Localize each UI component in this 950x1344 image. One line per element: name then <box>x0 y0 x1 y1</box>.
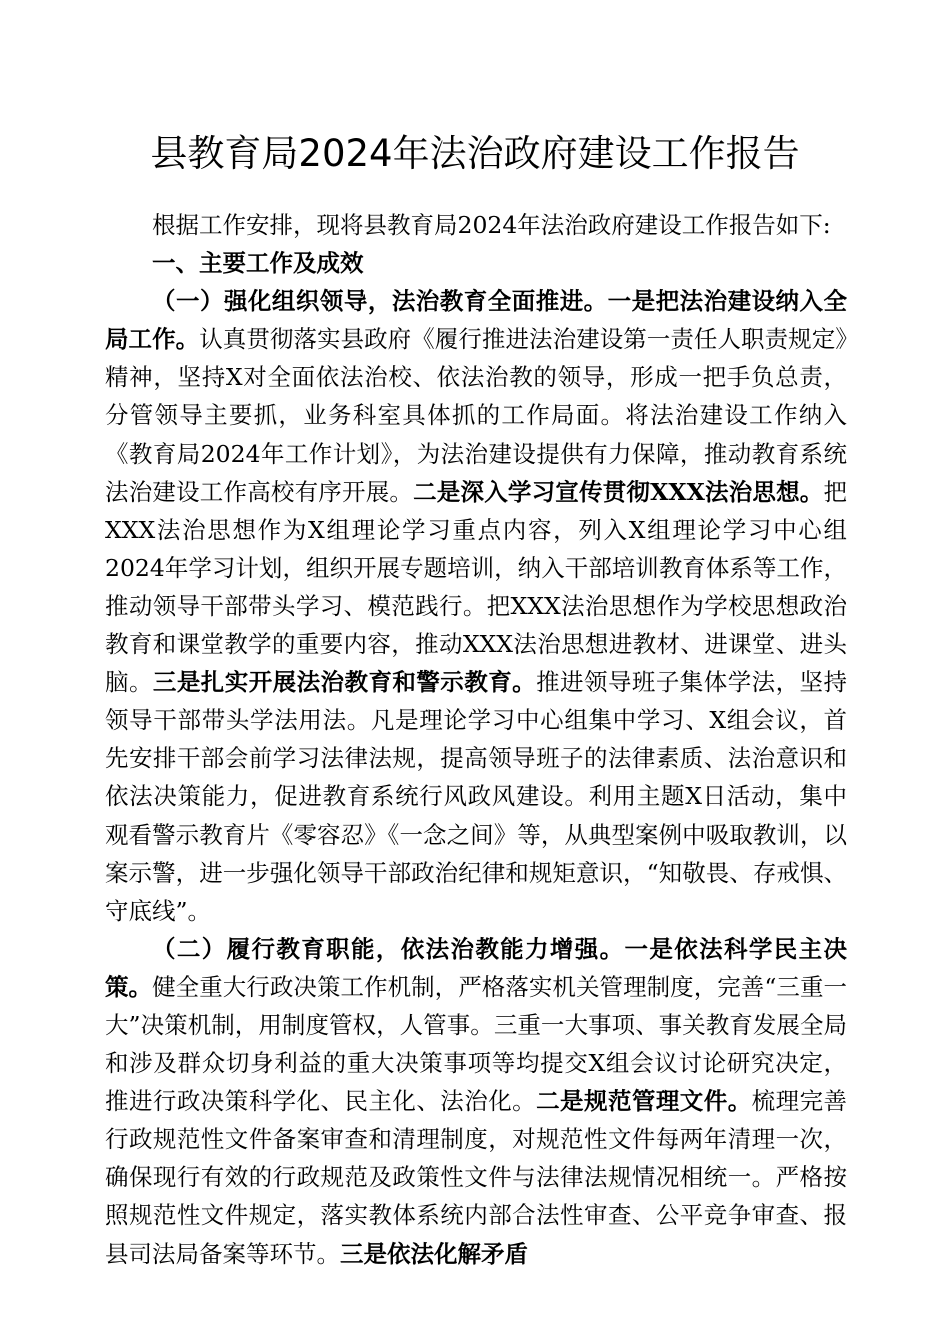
item-text: 推进领导班子集体学法，坚持领导干部带头学法用法。凡是理论学习中心组集中学习、X组会议，首先安排干部会前学习法律法规，提高领导班子的法律素质、法治意识和依法决策能力，促进教育系统行风政风建设。利用主题X日活动，集中观看警示教育片《零容忍》《一念之间》等，从典型案例中吸取教训，以案示警，进一步强化领导干部政治纪律和规矩意识，“知敬畏、存戒惧、守底线”。 <box>105 668 848 925</box>
section-heading: 一、主要工作及成效 <box>152 249 364 278</box>
item-text: 梳理完善行政规范性文件备案审查和清理制度，对规范性文件每两年清理一次，确保现行有效的行政规范及政策性文件与法律法规情况相统一。严格按照规范性文件规定，落实教体系统内部合法性审查、公平竞争审查、报县司法局备案等环节。 <box>105 1087 848 1268</box>
intro-paragraph: 根据工作安排，现将县教育局2024年法治政府建设工作报告如下: <box>152 211 831 239</box>
item-title: 一是依法科学民主决策。 <box>105 934 848 1001</box>
paragraph-education-duties <box>105 930 847 1273</box>
document-body <box>105 206 847 1273</box>
item-title: 一是把法治建设纳入全局工作。 <box>105 287 848 354</box>
item-text: 健全重大行政决策工作机制，严格落实机关管理制度，完善“三重一大”决策机制，用制度管权，人管事。三重一大事项、事关教育发展全局和涉及群众切身利益的重大决策事项等均提交X组会议讨论研究决定，推进行政决策科学化、民主化、法治化。 <box>105 972 848 1116</box>
item-title: 三是扎实开展法治教育和警示教育。 <box>152 668 537 697</box>
subsection-heading: （一）强化组织领导，法治教育全面推进。 <box>152 287 608 316</box>
item-title: 二是深入学习宣传贯彻XXX法治思想。 <box>413 477 824 506</box>
paragraph-organization <box>105 282 847 930</box>
item-title: 二是规范管理文件。 <box>536 1087 752 1116</box>
item-text: 认真贯彻落实县政府《履行推进法治建设第一责任人职责规定》精神，坚持X对全面依法治校、依法治教的领导，形成一把手负总责，分管领导主要抓，业务科室具体抓的工作局面。将法治建设工作纳入《教育局2024年工作计划》，为法治建设提供有力保障，推动教育系统法治建设工作高校有序开展。 <box>105 325 848 506</box>
subsection-heading: （二）履行教育职能，依法治教能力增强。 <box>152 934 625 963</box>
item-title: 三是依法化解矛盾 <box>340 1239 528 1268</box>
item-text: 把XXX法治思想作为X组理论学习重点内容，列入X组理论学习中心组2024年学习计划，组织开展专题培训，纳入干部培训教育体系等工作，推动领导干部带头学习、模范践行。把XXX法治思想作为学校思想政治教育和课堂教学的重要内容，推动XXX法治思想进教材、进课堂、进头脑。 <box>105 477 848 697</box>
document-title: 县教育局2024年法治政府建设工作报告 <box>150 132 800 175</box>
